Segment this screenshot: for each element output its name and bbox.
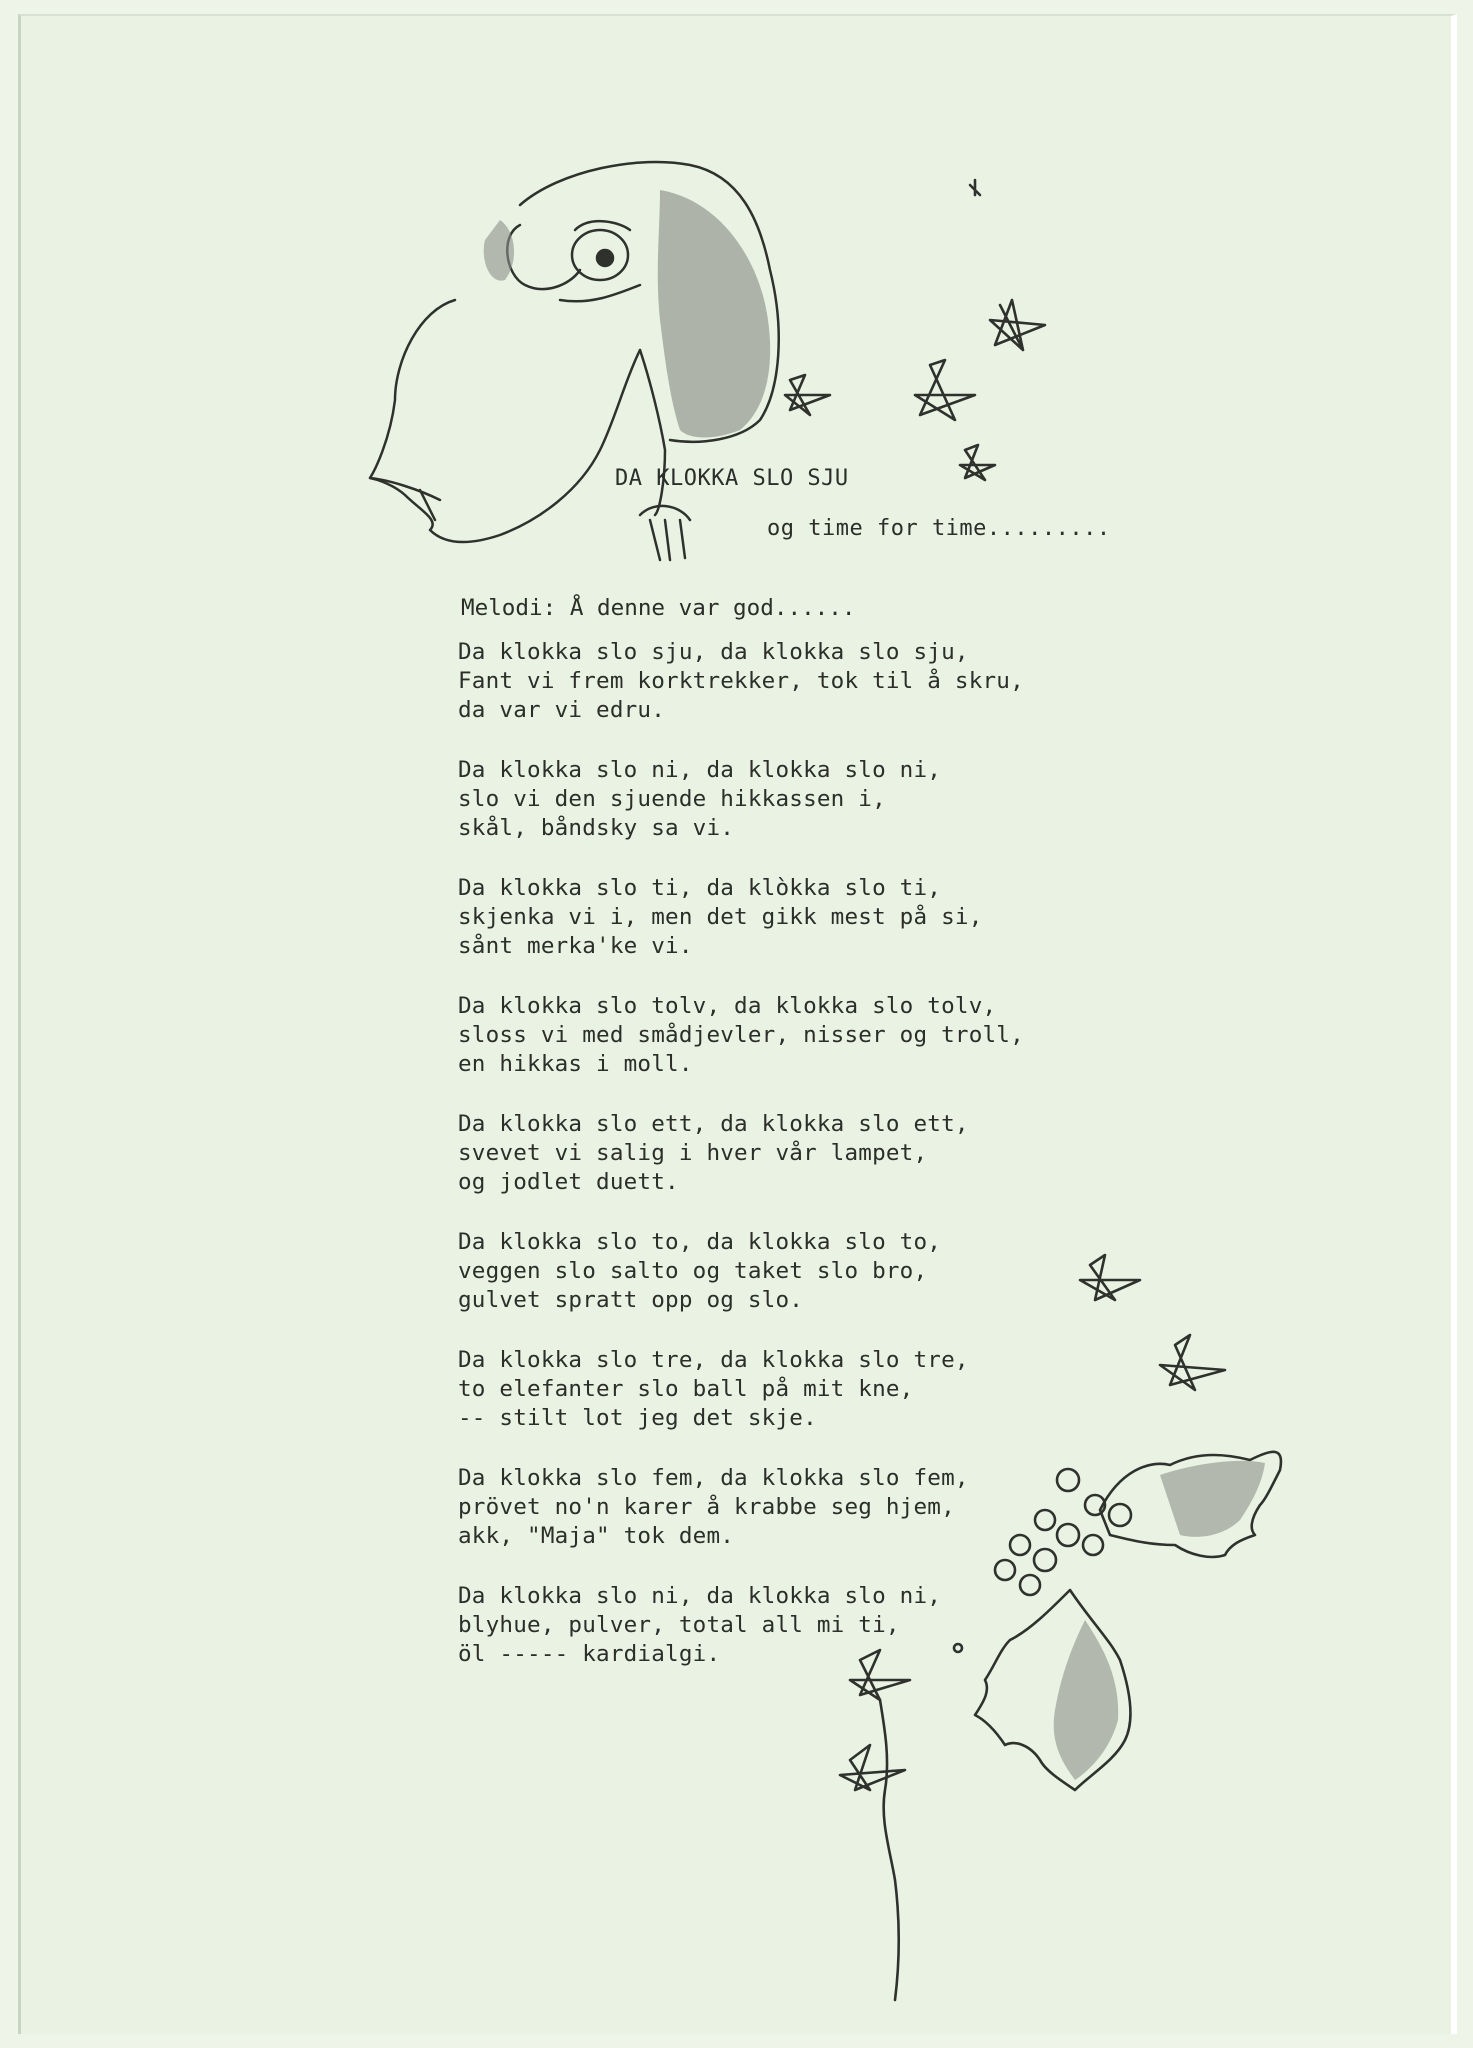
verse-line: veggen slo salto og taket slo bro, bbox=[458, 1258, 928, 1284]
verse bbox=[458, 874, 1024, 961]
verse bbox=[458, 1464, 1024, 1551]
verse-line: Da klokka slo tolv, da klokka slo tolv, bbox=[458, 993, 997, 1019]
verse-line: en hikkas i moll. bbox=[458, 1051, 693, 1077]
verse-line: sloss vi med smådjevler, nisser og troll, bbox=[458, 1022, 1024, 1048]
verse-line: sånt merka'ke vi. bbox=[458, 933, 693, 959]
verse-line: Da klokka slo fem, da klokka slo fem, bbox=[458, 1465, 969, 1491]
verse-line: og jodlet duett. bbox=[458, 1169, 679, 1195]
verse-line: Da klokka slo sju, da klokka slo sju, bbox=[458, 639, 969, 665]
verse-line: skål, båndsky sa vi. bbox=[458, 815, 735, 841]
melody-line: Melodi: Å denne var god...... bbox=[461, 595, 856, 621]
song-title: DA KLOKKA SLO SJU bbox=[615, 466, 849, 491]
verse bbox=[458, 1582, 1024, 1669]
verse bbox=[458, 992, 1024, 1079]
song-subtitle: og time for time......... bbox=[767, 516, 1111, 541]
verse-line: Da klokka slo tre, da klokka slo tre, bbox=[458, 1347, 969, 1373]
lyrics bbox=[458, 638, 1024, 1700]
verse bbox=[458, 638, 1024, 725]
verse bbox=[458, 1346, 1024, 1433]
verse-line: svevet vi salig i hver vår lampet, bbox=[458, 1140, 928, 1166]
verse-line: -- stilt lot jeg det skje. bbox=[458, 1405, 817, 1431]
verse bbox=[458, 756, 1024, 843]
verse-line: blyhue, pulver, total all mi ti, bbox=[458, 1612, 900, 1638]
verse bbox=[458, 1228, 1024, 1315]
verse bbox=[458, 1110, 1024, 1197]
verse-line: Da klokka slo ett, da klokka slo ett, bbox=[458, 1111, 969, 1137]
verse-line: akk, "Maja" tok dem. bbox=[458, 1523, 735, 1549]
verse-line: Da klokka slo to, da klokka slo to, bbox=[458, 1229, 942, 1255]
verse-line: prövet no'n karer å krabbe seg hjem, bbox=[458, 1494, 955, 1520]
verse-line: skjenka vi i, men det gikk mest på si, bbox=[458, 904, 983, 930]
verse-line: öl ----- kardialgi. bbox=[458, 1641, 721, 1667]
verse-line: Da klokka slo ti, da klòkka slo ti, bbox=[458, 875, 942, 901]
verse-line: Da klokka slo ni, da klokka slo ni, bbox=[458, 757, 942, 783]
verse-line: gulvet spratt opp og slo. bbox=[458, 1287, 804, 1313]
verse-line: to elefanter slo ball på mit kne, bbox=[458, 1376, 914, 1402]
verse-line: da var vi edru. bbox=[458, 697, 666, 723]
verse-line: Fant vi frem korktrekker, tok til å skru, bbox=[458, 668, 1024, 694]
verse-line: Da klokka slo ni, da klokka slo ni, bbox=[458, 1583, 942, 1609]
verse-line: slo vi den sjuende hikkassen i, bbox=[458, 786, 886, 812]
